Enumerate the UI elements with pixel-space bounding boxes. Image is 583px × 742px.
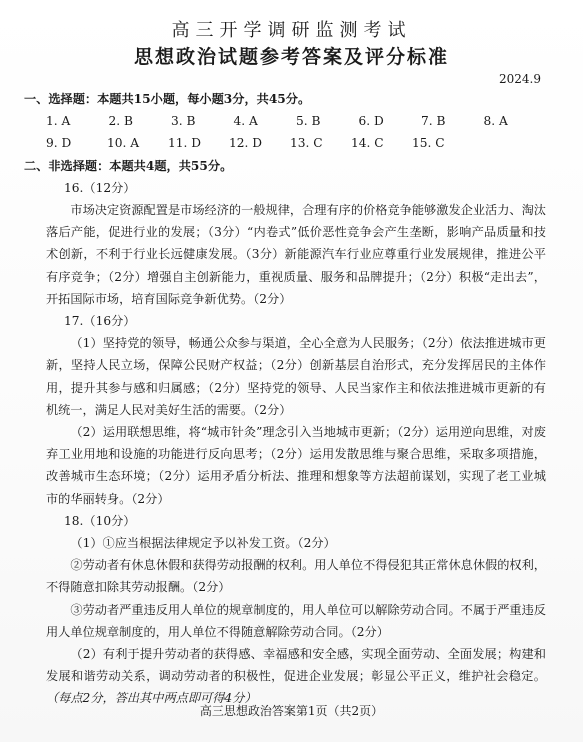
q16-answer: 市场决定资源配置是市场经济的一般规律，合理有序的价格竞争能够激发企业活力、淘汰落后产能，促进行业的发展；（3分）“内卷式”低价恶性竞争会产生垄断，影响产品质量和技术创新，不利于行业长远健康发展。（3分）新能源汽车行业应尊重行业发展规律，推进公平有序竞争；（2分）增强自主创新能力，重视质量、服务和品牌提升；（2分）积极“走出去”，开拓国际市场，培育国际竞争新优势。（2分）: [46, 203, 546, 306]
answer-content: [24, 88, 546, 710]
q16-label: 16.（12分）: [64, 180, 136, 195]
q17-answer-part2: （2）运用联想思维，将“城市针灸”理念引入当地城市更新；（2分）运用逆向思维，对废弃工业用地和设施的功能进行反向思考；（2分）运用发散思维与聚合思维，采取多项措施，改善城市生态环境；（2分）运用矛盾分析法、推理和想象等方法超前谋划，实现了老工业城市的华丽转身。（2分）: [46, 425, 546, 506]
section2-heading: 二、非选择题：本题共4题，共55分。: [24, 158, 233, 173]
answer-item: 8. A: [483, 114, 508, 129]
answers-row-1: [46, 110, 546, 132]
answer-item: 4. A: [233, 114, 258, 129]
q18-answer-1-3: ③劳动者严重违反用人单位的规章制度的，用人单位可以解除劳动合同。不属于严重违反用人单位规章制度的，用人单位不得随意解除劳动合同。（2分）: [46, 602, 546, 639]
answer-item: 11. D: [168, 136, 202, 151]
q18-scoring-note: （每点2分，答出其中两点即可得4分）: [46, 691, 257, 706]
answer-item: 13. C: [290, 136, 323, 151]
answer-item: 9. D: [46, 136, 72, 151]
answer-item: 12. D: [229, 136, 263, 151]
answer-item: 1. A: [46, 114, 71, 129]
answer-item: 15. C: [412, 136, 445, 151]
q18-label: 18.（10分）: [64, 513, 136, 528]
q17-label: 17.（16分）: [64, 314, 136, 329]
q17-answer-part1: （1）坚持党的领导，畅通公众参与渠道，全心全意为人民服务；（2分）依法推进城市更新，坚持人民立场，保障公民财产权益；（2分）创新基层自治形式，充分发挥居民的主体作用，提升其参与感和归属感；（2分）坚持党的领导、人民当家作主和依法推进城市更新的有机统一，满足人民对美好生活的需要。（2分）: [46, 336, 546, 417]
answer-item: 3. B: [171, 114, 196, 129]
answer-item: 10. A: [107, 136, 140, 151]
answer-item: 7. B: [421, 114, 446, 129]
q18-answer-2: [46, 643, 546, 710]
section1-heading: 一、选择题：本题共15小题，每小题3分，共45分。: [24, 92, 311, 106]
answer-item: 5. B: [296, 114, 321, 129]
document-date: 2024.9: [499, 72, 541, 86]
page-footer: 高三思想政治答案第1页（共2页）: [199, 704, 384, 718]
answer-item: 6. D: [358, 114, 384, 129]
answer-item: 14. C: [351, 136, 384, 151]
q18-answer-1-2: ②劳动者有休息休假和获得劳动报酬的权利。用人单位不得侵犯其正常休息休假的权利，不得随意扣除其劳动报酬。（2分）: [46, 558, 546, 595]
exam-title: 高三开学调研监测考试: [171, 20, 412, 41]
document-subtitle: 思想政治试题参考答案及评分标准: [133, 46, 449, 68]
answer-item: 2. B: [108, 114, 133, 129]
answers-row-2: [46, 132, 546, 154]
q18-answer-1-1: （1）①应当根据法律规定予以补发工资。（2分）: [70, 536, 336, 551]
q18-answer-2-text: （2）有利于提升劳动者的获得感、幸福感和安全感，实现全面劳动、全面发展；构建和发展和谐劳动关系，调动劳动者的积极性，促进企业发展；彰显公平正义，维护社会稳定。: [46, 647, 546, 684]
